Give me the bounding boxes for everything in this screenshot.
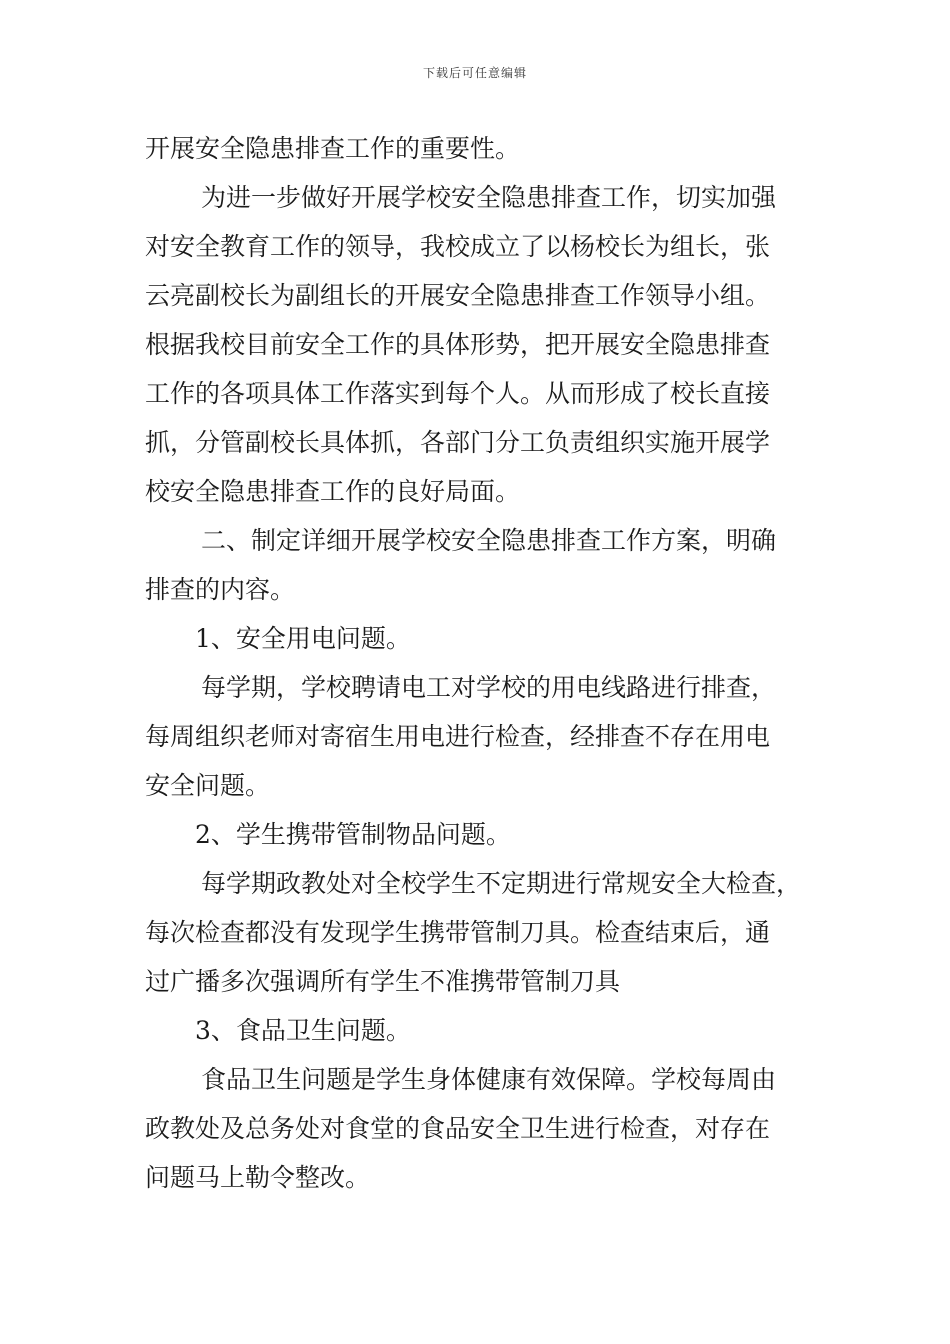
subsection-heading: 2、学生携带管制物品问题。 xyxy=(195,820,511,849)
document-body xyxy=(145,124,815,1202)
paragraph-line: 校安全隐患排查工作的良好局面。 xyxy=(145,477,521,506)
paragraph-line: 云亮副校长为副组长的开展安全隐患排查工作领导小组。 xyxy=(145,281,771,310)
paragraph-line: 工作的各项具体工作落实到每个人。从而形成了校长直接 xyxy=(145,379,771,408)
paragraph-line: 每学期政教处对全校学生不定期进行常规安全大检查， xyxy=(201,869,802,898)
paragraph-line: 安全问题。 xyxy=(145,771,271,800)
paragraph-line: 每学期，学校聘请电工对学校的用电线路进行排查， xyxy=(201,673,777,702)
paragraph-line: 排查的内容。 xyxy=(145,575,296,604)
paragraph-line: 抓，分管副校长具体抓，各部门分工负责组织实施开展学 xyxy=(145,428,771,457)
paragraph-line: 开展安全隐患排查工作的重要性。 xyxy=(145,134,521,163)
paragraph-line: 对安全教育工作的领导，我校成立了以杨校长为组长，张 xyxy=(145,232,771,261)
paragraph-line: 问题马上勒令整改。 xyxy=(145,1163,371,1192)
paragraph-line: 食品卫生问题是学生身体健康有效保障。学校每周由 xyxy=(201,1065,777,1094)
paragraph-line: 为进一步做好开展学校安全隐患排查工作，切实加强 xyxy=(201,183,777,212)
paragraph-line: 根据我校目前安全工作的具体形势，把开展安全隐患排查 xyxy=(145,330,771,359)
paragraph-line: 政教处及总务处对食堂的食品安全卫生进行检查，对存在 xyxy=(145,1114,771,1143)
paragraph-line: 每次检查都没有发现学生携带管制刀具。检查结束后，通 xyxy=(145,918,771,947)
section-heading: 二、制定详细开展学校安全隐患排查工作方案，明确 xyxy=(201,526,777,555)
paragraph-line: 过广播多次强调所有学生不准携带管制刀具 xyxy=(145,967,621,996)
paragraph-line: 每周组织老师对寄宿生用电进行检查，经排查不存在用电 xyxy=(145,722,771,751)
subsection-heading: 1、安全用电问题。 xyxy=(195,624,411,653)
page-header: 下载后可任意编辑 xyxy=(422,66,527,80)
subsection-heading: 3、食品卫生问题。 xyxy=(195,1016,411,1045)
